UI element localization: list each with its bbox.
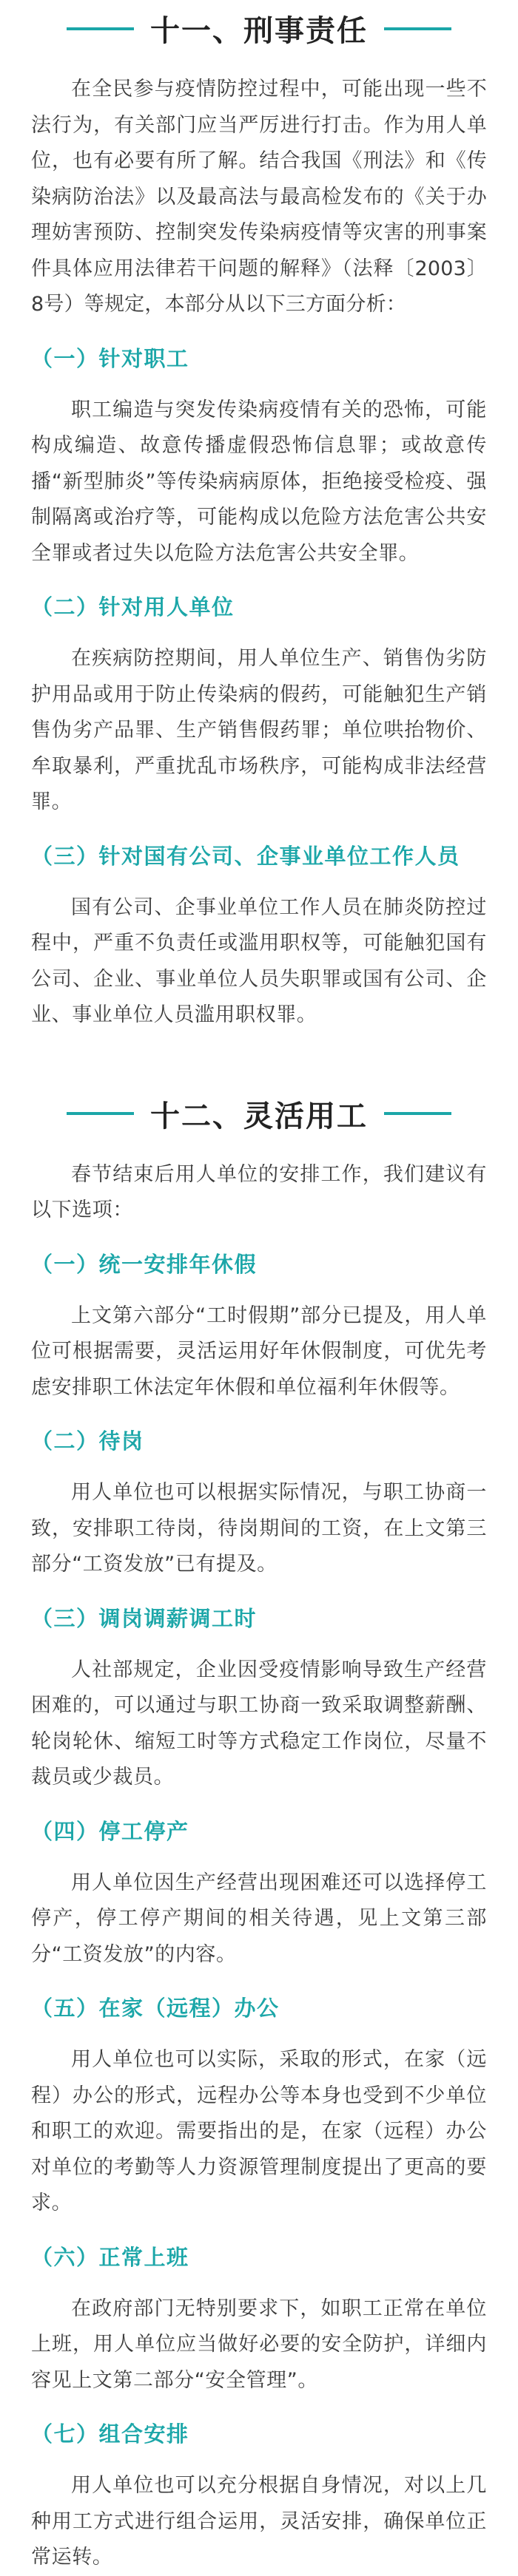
section-11-subheading-1: （一）针对职工 [31, 345, 189, 371]
section-11-intro: 在全民参与疫情防控过程中，可能出现一些不法行为，有关部门应当严厉进行打击。作为用人单位，也有必要有所了解。结合我国《刑法》和《传染病防治法》以及最高法与最高检发布的《关于办理妨害预防、控制突发传染病疫情等灾害的刑事案件具体应用法律若干问题的解释》（法释〔2003〕8号）等规定，本部分从以下三方面分析： [31, 78, 487, 316]
section-12-title [67, 1093, 451, 1135]
title-rule-right [384, 27, 451, 30]
section-12-body-5: 用人单位也可以实际，采取的形式，在家（远程）办公的形式，远程办公等本身也受到不少单位和职工的欢迎。需要指出的是，在家（远程）办公对单位的考勤等人力资源管理制度提出了更高的要求。 [31, 2048, 487, 2214]
section-12-subheading-4: （四）停工停产 [31, 1818, 189, 1844]
title-rule-left [67, 1112, 134, 1115]
section-11-body-3: 国有公司、企事业单位工作人员在肺炎防控过程中，严重不负责任或滥用职权等，可能触犯国有公司、企业、事业单位人员失职罪或国有公司、企业、事业单位人员滥用职权罪。 [31, 895, 487, 1026]
title-rule-left [67, 27, 134, 30]
section-12-body-1: 上文第六部分“工时假期”部分已提及，用人单位可根据需要，灵活运用好年休假制度，可优先考虑安排职工休法定年休假和单位福利年休假等。 [31, 1304, 487, 1399]
section-12-subheading-6: （六）正常上班 [31, 2244, 189, 2270]
section-11-title [67, 7, 451, 50]
section-12-subheading-1: （一）统一安排年休假 [31, 1251, 258, 1277]
section-12-body-7: 用人单位也可以充分根据自身情况，对以上几种用工方式进行组合运用，灵活安排，确保单位正常运转。 [31, 2474, 487, 2569]
section-11-body-1: 职工编造与突发传染病疫情有关的恐怖，可能构成编造、故意传播虚假恐怖信息罪；或故意传播“新型肺炎”等传染病病原体，拒绝接受检疫、强制隔离或治疗等，可能构成以危险方法危害公共安全罪或者过失以危险方法危害公共安全罪。 [31, 398, 487, 565]
section-11-body-2: 在疾病防控期间，用人单位生产、销售伪劣防护用品或用于防止传染病的假药，可能触犯生产销售伪劣产品罪、生产销售假药罪；单位哄抬物价、牟取暴利，严重扰乱市场秩序，可能构成非法经营罪。 [31, 647, 487, 813]
section-12-body-4: 用人单位因生产经营出现困难还可以选择停工停产，停工停产期间的相关待遇，见上文第三部分“工资发放”的内容。 [31, 1871, 487, 1966]
section-12-body-2: 用人单位也可以根据实际情况，与职工协商一致，安排职工待岗，待岗期间的工资，在上文第三部分“工资发放”已有提及。 [31, 1481, 487, 1576]
section-12-subheading-7: （七）组合安排 [31, 2421, 189, 2447]
section-12-subheading-3: （三）调岗调薪调工时 [31, 1605, 258, 1631]
section-11-title-text: 十一、刑事责任 [150, 14, 368, 48]
title-rule-right [384, 1112, 451, 1115]
section-12-title-text: 十二、灵活用工 [150, 1099, 368, 1133]
section-12-subheading-2: （二）待岗 [31, 1428, 144, 1454]
section-12-body-3: 人社部规定，企业因受疫情影响导致生产经营困难的，可以通过与职工协商一致采取调整薪酬、轮岗轮休、缩短工时等方式稳定工作岗位，尽量不裁员或少裁员。 [31, 1658, 487, 1789]
section-11-subheading-2: （二）针对用人单位 [31, 594, 235, 620]
section-12-intro: 春节结束后用人单位的安排工作，我们建议有以下选项： [31, 1162, 487, 1221]
section-12-subheading-5: （五）在家（远程）办公 [31, 1996, 280, 2021]
section-12-body-6: 在政府部门无特别要求下，如职工正常在单位上班，用人单位应当做好必要的安全防护，详细内容见上文第二部分“安全管理”。 [31, 2297, 487, 2392]
section-11-subheading-3: （三）针对国有公司、企事业单位工作人员 [31, 843, 460, 869]
